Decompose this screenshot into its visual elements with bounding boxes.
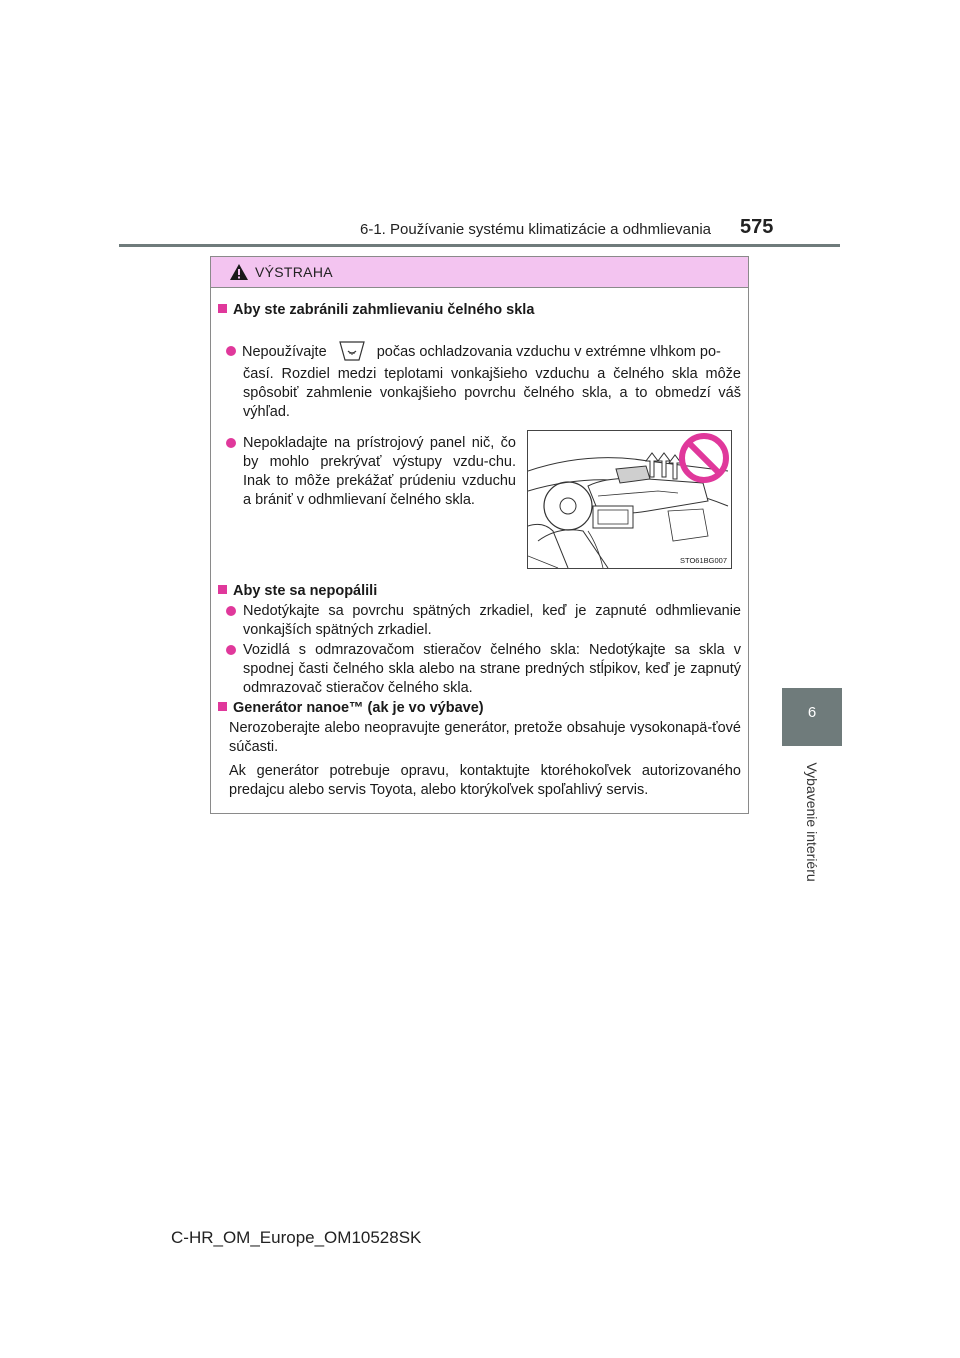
chapter-tab [782, 688, 842, 746]
item-text: Nedotýkajte sa povrchu spätných zrkadiel, keď je zapnuté odhmlievanie vonkajších spätných zrkadiel. [243, 603, 741, 638]
paragraph: Nerozoberajte alebo neopravujte generátor, pretože obsahuje vysokonapä-ťové súčasti. [229, 720, 741, 755]
round-bullet-icon [226, 438, 236, 448]
section-heading-text: Aby ste zabránili zahmlievaniu čelného skla [233, 302, 535, 318]
figure-code: STO61BG007 [680, 556, 727, 565]
section-heading-text: Aby ste sa nepopálili [233, 583, 378, 599]
defrost-button-icon [337, 339, 367, 363]
dashboard-illustration [527, 430, 732, 569]
section-heading [218, 582, 738, 601]
chapter-number: 6 [807, 704, 817, 721]
square-bullet-icon [218, 304, 227, 313]
page-number: 575 [740, 216, 774, 238]
item-text-continued: časí. Rozdiel medzi teplotami vonkajšieho vzduchu a čelného skla môže spôsobiť zahmlenie vonkajšieho povrchu čelného skla, a to obmedzí váš výhľad. [243, 366, 741, 420]
paragraph: Ak generátor potrebuje opravu, kontaktujte ktoréhokoľvek autorizovaného predajcu alebo servis Toyota, alebo ktorýkoľvek spoľahlivý servis. [229, 763, 741, 798]
section-heading [218, 301, 738, 320]
header-rule [119, 244, 840, 247]
list-item [226, 602, 741, 640]
dashboard-drawing [528, 431, 731, 568]
list-item [226, 434, 516, 510]
square-bullet-icon [218, 585, 227, 594]
section-title: 6-1. Používanie systému klimatizácie a odhmlievania [360, 221, 711, 238]
item-text: Nepokladajte na prístrojový panel nič, čo by mohlo prekrývať výstupy vzdu-chu. Inak to môže prekážať prúdeniu vzduchu a brániť v odhmlievaní čelného skla. [243, 435, 516, 508]
section-heading-text: Generátor nanoe™ (ak je vo výbave) [233, 700, 484, 716]
warning-triangle-icon [229, 263, 249, 281]
round-bullet-icon [226, 346, 236, 356]
chapter-label: Vybavenie interiéru [804, 762, 820, 882]
document-id: C-HR_OM_Europe_OM10528SK [171, 1228, 422, 1247]
square-bullet-icon [218, 702, 227, 711]
warning-title: VÝSTRAHA [255, 264, 333, 280]
list-item [226, 339, 746, 363]
section-heading [218, 699, 738, 718]
round-bullet-icon [226, 645, 236, 655]
round-bullet-icon [226, 606, 236, 616]
item-text: Vozidlá s odmrazovačom stieračov čelného skla: Nedotýkajte sa skla v spodnej časti čelného skla alebo na strane predných stĺpikov, keď je zapnutý odmrazovač stieračov čelného skla. [243, 642, 741, 696]
item-text: Nepoužívajte [242, 344, 327, 360]
warning-header [211, 257, 748, 288]
list-item [226, 641, 741, 698]
item-text: počas ochladzovania vzduchu v extrémne vlhkom po- [376, 344, 721, 360]
prohibition-icon [682, 436, 726, 480]
